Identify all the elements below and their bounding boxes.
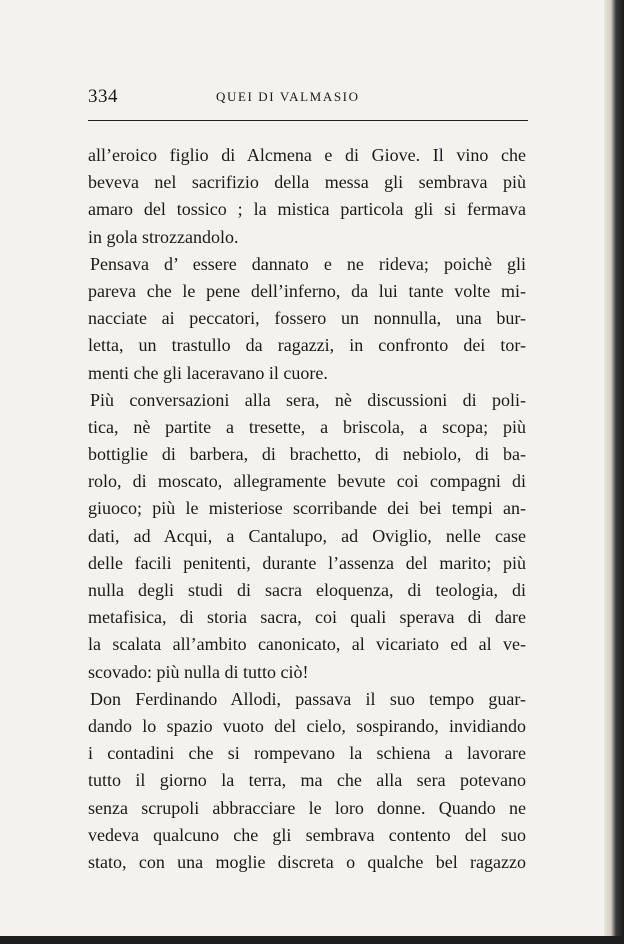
text-line: tica, nè partite a tresette, a briscola, a scopa; più (88, 416, 526, 437)
paragraph (88, 251, 526, 387)
paragraph (88, 686, 526, 876)
text-line: la scalata all’ambito canonicato, al vicariato ed al ve- (88, 634, 526, 655)
text-line: all’eroico figlio di Alcmena e di Giove. Il vino che (88, 145, 526, 165)
page-number: 334 (88, 86, 118, 107)
book-spine-shadow (604, 0, 624, 944)
text-line: in gola strozzandolo. (88, 226, 239, 247)
text-line: dando lo spazio vuoto del cielo, sospirando, invidiando (88, 715, 526, 736)
running-title: QUEI DI VALMASIO (216, 89, 360, 104)
running-head (88, 86, 526, 110)
text-line: delle facili penitenti, durante l’assenza del marito; più (88, 552, 526, 573)
text-line: Don Ferdinando Allodi, passava il suo tempo guar- (90, 688, 526, 709)
text-line: giuoco; più le misteriose scorribande dei bei tempi an- (88, 498, 526, 519)
paragraph (88, 142, 526, 251)
text-line: stato, con una moglie discreta o qualche bel ragazzo (88, 851, 526, 872)
text-line: nulla degli studi di sacra eloquenza, di teologia, di (88, 580, 526, 600)
text-line: pareva che le pene dell’inferno, da lui tante volte mi- (88, 280, 526, 301)
text-line: dati, ad Acqui, a Cantalupo, ad Oviglio, nelle case (88, 525, 526, 546)
body-text (88, 142, 526, 876)
text-line: rolo, di moscato, allegramente bevute coi compagni di (88, 471, 526, 492)
text-line: nacciate ai peccatori, fossero un nonnulla, una bur- (88, 308, 526, 329)
header-rule (88, 120, 528, 121)
paragraph (88, 387, 526, 686)
text-line: menti che gli laceravano il cuore. (88, 362, 328, 383)
text-line: letta, un trastullo da ragazzi, in confronto dei tor- (88, 335, 526, 356)
text-line: scovado: più nulla di tutto ciò! (88, 661, 309, 682)
text-line: amaro del tossico ; la mistica particola gli si fermava (88, 199, 526, 220)
text-line: metafisica, di storia sacra, coi quali sperava di dare (88, 607, 526, 628)
text-line: tutto il giorno la terra, ma che alla sera potevano (88, 770, 526, 791)
text-line: vedeva qualcuno che gli sembrava contento del suo (88, 824, 526, 845)
text-line: Più conversazioni alla sera, nè discussioni di poli- (90, 389, 526, 410)
text-line: bottiglie di barbera, di brachetto, di nebiolo, di ba- (88, 444, 526, 465)
text-line: senza scrupoli abbracciare le loro donne. Quando ne (88, 797, 526, 818)
text-line: Pensava d’ essere dannato e ne rideva; poichè gli (90, 253, 526, 274)
text-line: beveva nel sacrifizio della messa gli sembrava più (88, 172, 526, 193)
text-line: i contadini che si rompevano la schiena a lavorare (88, 743, 526, 764)
page-bottom-edge (0, 936, 624, 944)
